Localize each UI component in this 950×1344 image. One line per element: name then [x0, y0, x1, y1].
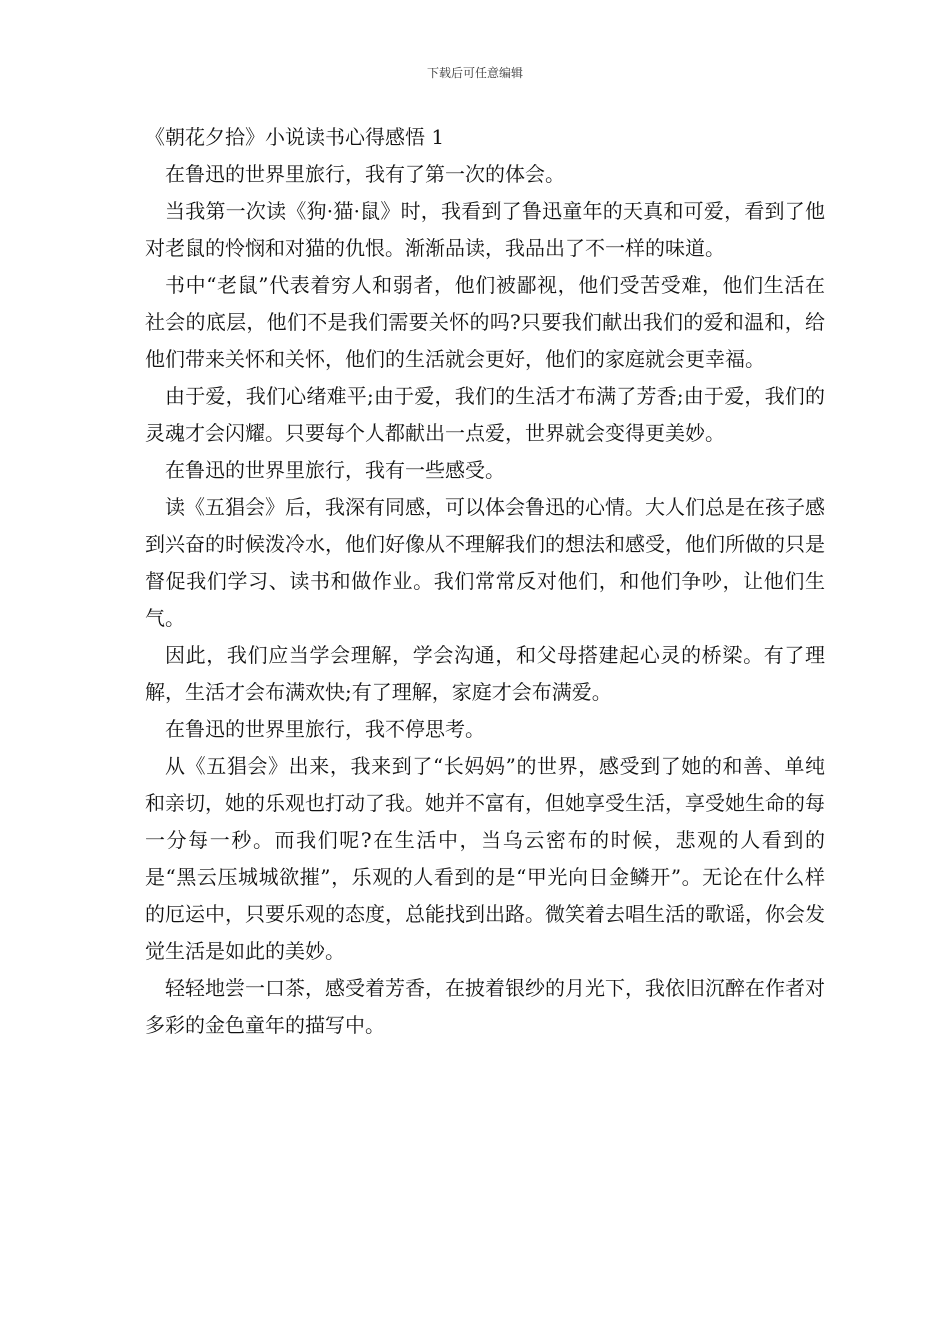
- paragraph: 当我第一次读《狗·猫·鼠》时，我看到了鲁迅童年的天真和可爱，看到了他对老鼠的怜悯和对猫的仇恨。渐渐品读，我品出了不一样的味道。: [145, 199, 825, 260]
- paragraph: 在鲁迅的世界里旅行，我有了第一次的体会。: [165, 162, 565, 186]
- paragraph: 从《五猖会》出来，我来到了“长妈妈”的世界，感受到了她的和善、单纯和亲切，她的乐观也打动了我。她并不富有，但她享受生活，享受她生命的每一分每一秒。而我们呢?在生活中，当乌云密布的时候，悲观的人看到的是“黑云压城城欲摧”，乐观的人看到的是“甲光向日金鳞开”。无论在什么样的厄运中，只要乐观的态度，总能找到出路。微笑着去唱生活的歌谣，你会发觉生活是如此的美妙。: [145, 754, 825, 963]
- page-header-note: 下载后可任意编辑: [426, 66, 523, 80]
- document-body: [145, 118, 825, 1044]
- paragraph: 书中“老鼠”代表着穷人和弱者，他们被鄙视，他们受苦受难，他们生活在社会的底层，他们不是我们需要关怀的吗?只要我们献出我们的爱和温和，给他们带来关怀和关怀，他们的生活就会更好，他们的家庭就会更幸福。: [145, 273, 825, 371]
- paragraph: 轻轻地尝一口茶，感受着芳香，在披着银纱的月光下，我依旧沉醉在作者对多彩的金色童年的描写中。: [145, 976, 825, 1037]
- paragraph: 由于爱，我们心绪难平;由于爱，我们的生活才布满了芳香;由于爱，我们的灵魂才会闪耀。只要每个人都献出一点爱，世界就会变得更美妙。: [145, 384, 825, 445]
- document-title: 《朝花夕拾》小说读书心得感悟 1: [145, 125, 445, 149]
- paragraph: 在鲁迅的世界里旅行，我不停思考。: [165, 717, 485, 741]
- paragraph: 读《五猖会》后，我深有同感，可以体会鲁迅的心情。大人们总是在孩子感到兴奋的时候泼冷水，他们好像从不理解我们的想法和感受，他们所做的只是督促我们学习、读书和做作业。我们常常反对他们，和他们争吵，让他们生气。: [145, 495, 825, 630]
- paragraph: 因此，我们应当学会理解，学会沟通，和父母搭建起心灵的桥梁。有了理解，生活才会布满欢快;有了理解，家庭才会布满爱。: [145, 643, 825, 704]
- paragraph: 在鲁迅的世界里旅行，我有一些感受。: [165, 458, 505, 482]
